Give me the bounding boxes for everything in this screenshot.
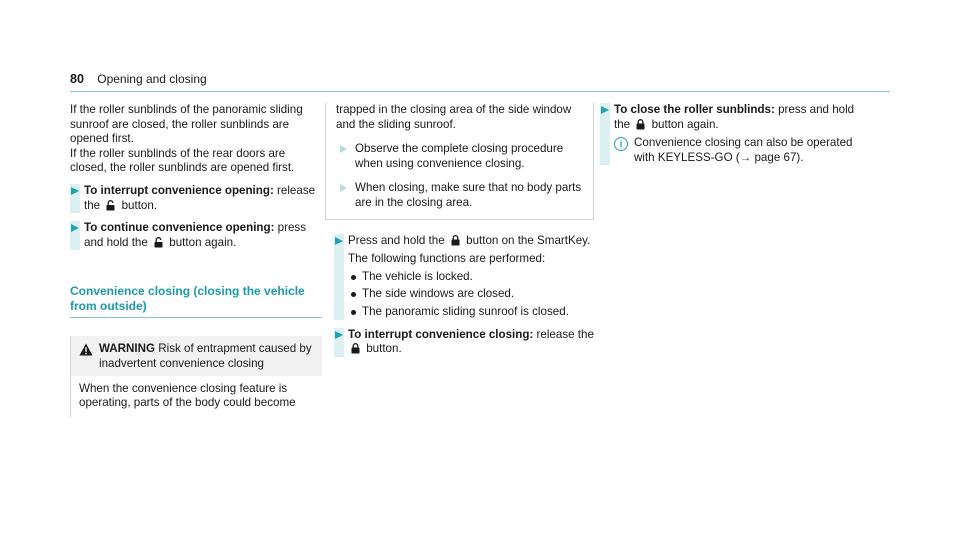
lock-key-icon xyxy=(635,118,646,130)
step-bar xyxy=(70,221,80,250)
step-arrow-icon xyxy=(71,187,79,195)
warning-triangle-icon xyxy=(79,343,93,356)
list-item xyxy=(348,305,594,320)
list-item-text: The panoramic sliding sunroof is closed. xyxy=(362,304,569,318)
step-label: To interrupt convenience closing: xyxy=(348,327,534,341)
list-item-text: The vehicle is locked. xyxy=(362,269,473,283)
step-text-part: button. xyxy=(363,342,402,356)
list-item xyxy=(348,287,594,302)
instruction-step xyxy=(70,221,322,250)
unlock-key-icon xyxy=(105,199,116,211)
step-bar xyxy=(70,184,80,213)
step-text xyxy=(348,234,594,320)
section-heading: Convenience closing (closing the vehicle from outside) xyxy=(70,284,305,314)
step-text-part: release the xyxy=(84,183,316,212)
warning-box xyxy=(70,336,322,416)
warning-title xyxy=(99,342,314,371)
step-arrow-icon xyxy=(335,331,343,339)
section-title: Opening and closing xyxy=(97,72,207,86)
step-text-part: button. xyxy=(118,198,158,212)
unlock-key-icon xyxy=(153,236,164,248)
instruction-step xyxy=(70,184,322,213)
functions-intro: The following functions are performed: xyxy=(348,252,546,266)
instruction-step xyxy=(334,234,594,320)
warning-header xyxy=(71,336,322,375)
substep-text: Observe the complete closing procedure when using convenience closing. xyxy=(355,142,564,170)
step-bar xyxy=(334,234,344,320)
step-bar xyxy=(334,328,344,357)
list-item xyxy=(348,270,594,285)
warning-label: WARNING xyxy=(99,342,156,356)
step-text xyxy=(84,221,322,250)
step-bar xyxy=(600,103,610,165)
step-text-part: press and hold the xyxy=(614,103,855,131)
step-text xyxy=(614,103,870,165)
step-arrow-icon xyxy=(335,237,343,245)
paragraph: If the roller sunblinds of the panoramic sliding sunroof are closed, the roller sunblinds are opened first. xyxy=(70,103,303,146)
step-text xyxy=(84,184,322,213)
step-label: To close the roller sunblinds: xyxy=(614,103,775,116)
step-label: To interrupt convenience opening: xyxy=(84,183,274,197)
info-text: Convenience closing can also be operated with KEYLESS-GO (→ page 67). xyxy=(634,136,853,164)
warning-continued-text: trapped in the closing area of the side window and the sliding sunroof. xyxy=(336,103,572,131)
step-text-part: release the xyxy=(533,327,594,341)
page-number: 80 xyxy=(70,72,85,86)
paragraph: If the roller sunblinds of the rear doors are closed, the roller sunblinds are opened first. xyxy=(70,146,295,175)
column-1 xyxy=(70,103,322,417)
column-2 xyxy=(334,103,594,357)
step-text-part: button again. xyxy=(166,235,237,249)
page-header xyxy=(70,72,207,88)
info-icon: i xyxy=(614,137,628,151)
warning-body: When the convenience closing feature is operating, parts of the body could become xyxy=(79,381,296,410)
step-arrow-icon xyxy=(601,106,609,114)
step-text-part: press and hold the xyxy=(84,221,307,249)
header-rule xyxy=(70,91,890,92)
warning-title-text: Risk of entrapment caused by inadvertent convenience closing xyxy=(99,342,312,370)
warning-substep xyxy=(336,181,583,210)
step-text-part: button again. xyxy=(648,117,719,131)
lock-key-icon xyxy=(350,342,361,354)
step-text-part: button on the SmartKey. xyxy=(462,233,591,247)
heading-rule xyxy=(70,317,322,318)
substep-arrow-icon xyxy=(340,184,347,192)
step-text-part: Press and hold the xyxy=(348,233,445,247)
substep-text: When closing, make sure that no body parts are in the closing area. xyxy=(355,181,582,209)
step-label: To continue convenience opening: xyxy=(84,221,275,235)
column-3 xyxy=(600,103,870,165)
list-item-text: The side windows are closed. xyxy=(362,287,515,301)
warning-continuation xyxy=(325,103,594,220)
info-note xyxy=(614,136,870,165)
functions-list xyxy=(348,270,594,320)
step-text xyxy=(348,328,594,357)
lock-key-icon xyxy=(450,234,461,246)
instruction-step xyxy=(334,328,594,357)
substep-arrow-icon xyxy=(340,145,347,153)
instruction-step xyxy=(600,103,870,165)
step-arrow-icon xyxy=(71,224,79,232)
warning-substep xyxy=(336,142,583,171)
